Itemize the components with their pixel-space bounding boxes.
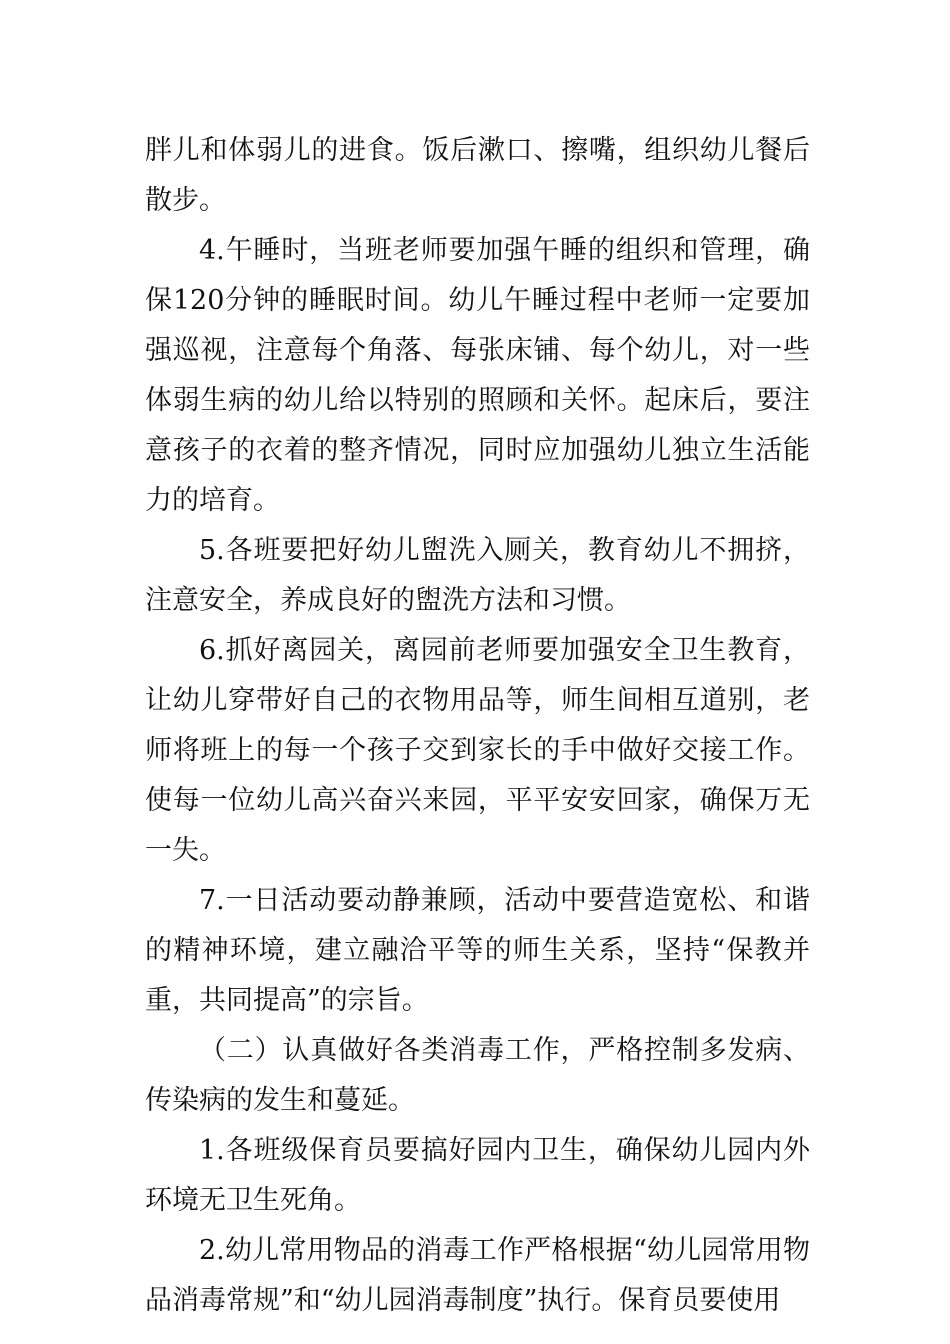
paragraph-3: 5.各班要把好幼儿盥洗入厕关，教育幼儿不拥挤，注意安全，养成良好的盥洗方法和习惯。 <box>145 535 810 616</box>
paragraph-6: （二）认真做好各类消毒工作，严格控制多发病、传染病的发生和蔓延。 <box>145 1035 810 1116</box>
document-body <box>145 126 810 1326</box>
paragraph-4: 6.抓好离园关，离园前老师要加强安全卫生教育，让幼儿穿带好自己的衣物用品等，师生间相互道别，老师将班上的每一个孩子交到家长的手中做好交接工作。使每一位幼儿高兴奋兴来园，平平安安回家，确保万无一失。 <box>145 635 810 866</box>
paragraph-1: 胖儿和体弱儿的进食。饭后漱口、擦嘴，组织幼儿餐后散步。 <box>145 135 810 216</box>
paragraph-7: 1.各班级保育员要搞好园内卫生，确保幼儿园内外环境无卫生死角。 <box>145 1135 810 1216</box>
paragraph-5: 7.一日活动要动静兼顾，活动中要营造宽松、和谐的精神环境，建立融洽平等的师生关系，坚持“保教并重，共同提高”的宗旨。 <box>145 885 810 1016</box>
paragraph-2: 4.午睡时，当班老师要加强午睡的组织和管理，确保120分钟的睡眠时间。幼儿午睡过程中老师一定要加强巡视，注意每个角落、每张床铺、每个幼儿，对一些体弱生病的幼儿给以特别的照顾和关怀。起床后，要注意孩子的衣着的整齐情况，同时应加强幼儿独立生活能力的培育。 <box>145 235 810 516</box>
paragraph-8: 2.幼儿常用物品的消毒工作严格根据“幼儿园常用物品消毒常规”和“幼儿园消毒制度”执行。保育员要使用 <box>145 1235 810 1316</box>
